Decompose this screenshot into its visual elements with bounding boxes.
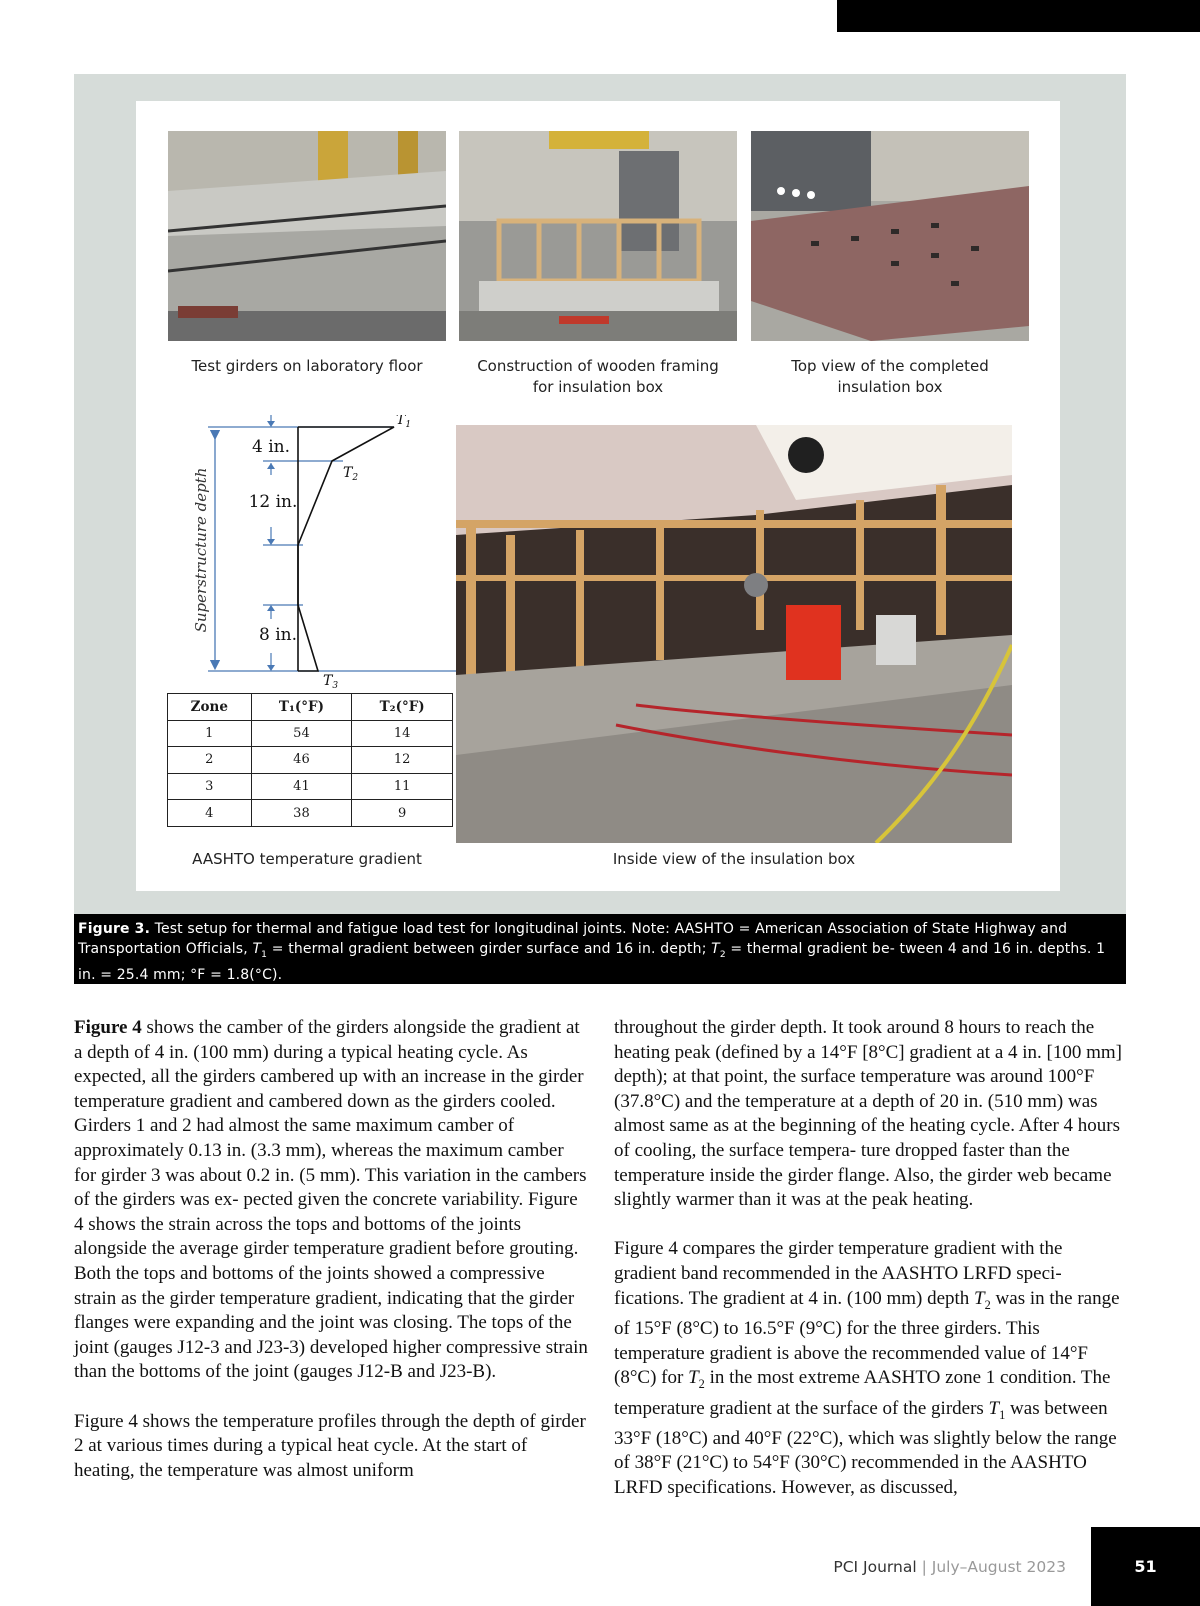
caption-completed-box-line1: Top view of the completed <box>791 357 989 375</box>
caption-inside-box: Inside view of the insulation box <box>612 850 856 868</box>
table-cell: 2 <box>168 747 252 774</box>
issue-date: July–August 2023 <box>931 1558 1066 1576</box>
caption-completed-box <box>751 356 1029 398</box>
symbol-t1: T <box>988 1397 1000 1419</box>
dim-4in: 4 in. <box>251 437 291 457</box>
table-header-cell: T₁(°F) <box>251 694 352 721</box>
label-t2: $T_2$ <box>343 465 359 483</box>
paragraph-text: was in the range of 15°F (8°C) to 16.5°F (9°C) for the three girders. This temperature gradient is above the recommended value of 14°F (8°C) for <box>614 1287 1120 1389</box>
axis-label: Superstructure depth <box>192 467 210 633</box>
caption-gradient: AASHTO temperature gradient <box>192 850 422 868</box>
header-bar <box>837 0 1200 32</box>
table-cell: 12 <box>352 747 453 774</box>
paragraph <box>74 1016 588 1385</box>
table-row <box>168 773 453 800</box>
symbol-t2: T <box>974 1287 985 1309</box>
table-row <box>168 747 453 774</box>
page-number-box <box>1091 1527 1200 1606</box>
figure-ref: Figure 4 <box>74 1017 142 1038</box>
table-cell: 11 <box>352 773 453 800</box>
gradient-diagram <box>168 415 458 690</box>
paragraph <box>614 1237 1128 1500</box>
gradient-table <box>167 693 453 827</box>
label-t3: $T_3$ <box>323 673 339 690</box>
caption-text: = thermal gradient be- tween 4 and 16 in. depths. 1 in. = 25.4 mm; °F = 1.8(°C). <box>78 941 1106 983</box>
dim-8in: 8 in. <box>258 625 298 645</box>
caption-test-girders: Test girders on laboratory floor <box>191 357 423 375</box>
table-cell: 46 <box>251 747 352 774</box>
caption-text: = thermal gradient between girder surface and 16 in. depth; <box>267 941 712 957</box>
table-cell: 9 <box>352 800 453 827</box>
symbol-sub: 1 <box>999 1407 1006 1422</box>
table-cell: 38 <box>251 800 352 827</box>
dim-12in: 12 in. <box>248 492 298 512</box>
table-cell: 14 <box>352 720 453 747</box>
figure-caption <box>74 914 1126 984</box>
paragraph: Figure 4 shows the temperature profiles through the depth of girder 2 at various times during a typical heat cycle. At the start of heating, the temperature was almost uniform <box>74 1410 586 1481</box>
photo-test-girders <box>168 131 446 341</box>
table-cell: 41 <box>251 773 352 800</box>
body-column-left <box>74 1016 588 1508</box>
photo-wooden-framing <box>459 131 737 341</box>
caption-t1: T <box>252 941 262 957</box>
paragraph: throughout the girder depth. It took around 8 hours to reach the heating peak (defined by a 14°F [8°C] gradient at a 4 in. [100 mm] depth); at that point, the surface temperature was around 100°F (37.8°C) and the temperature at a depth of 20 in. (510 mm) was almost same as at the beginning of the heating cycle. After 4 hours of cooling, the surface tempera- ture dropped faster than the temperature inside the girder flange. Also, the girder web became slightly warmer than it was at the peak heating. <box>614 1017 1122 1211</box>
caption-t1-sub: 1 <box>261 949 268 960</box>
caption-wooden-framing-line1: Construction of wooden framing <box>477 357 719 375</box>
symbol-sub: 2 <box>984 1297 991 1312</box>
table-cell: 3 <box>168 773 252 800</box>
paragraph-text: in the most extreme AASHTO zone 1 condition. The temperature gradient at the surface of the girders <box>614 1367 1111 1419</box>
journal-name: PCI Journal <box>833 1558 917 1576</box>
photo-inside-box <box>456 425 1012 843</box>
table-header-cell: Zone <box>168 694 252 721</box>
table-header-row <box>168 694 453 721</box>
figure-label: Figure 3. <box>78 921 151 937</box>
caption-t2: T <box>711 941 720 957</box>
footer-separator: | <box>916 1558 932 1576</box>
table-cell: 54 <box>251 720 352 747</box>
footer <box>790 1558 1066 1576</box>
page-number: 51 <box>1134 1557 1157 1576</box>
caption-t2-sub: 2 <box>719 949 726 960</box>
paragraph-text: was between 33°F (18°C) and 40°F (22°C), which was slightly below the range of 38°F (21°C) to 54°F (30°C) recommended in the AASHTO LRFD specifications. However, as discussed, <box>614 1397 1117 1499</box>
caption-text: Test setup for thermal and fatigue load test for longitudinal joints. Note: AASHTO = American Association of State Highway and Transportation Officials, <box>78 921 1068 957</box>
photo-completed-box <box>751 131 1029 341</box>
symbol-sub: 2 <box>698 1376 705 1391</box>
paragraph-text: shows the camber of the girders alongside the gradient at a depth of 4 in. (100 mm) during a typical heating cycle. As expected, all the girders cambered up with an increase in the girder temperature gradient and cambered down as the girders cooled. Girders 1 and 2 had almost the same maximum camber of approximately 0.13 in. (3.3 mm), whereas the maximum camber for girder 3 was about 0.2 in. (5 mm). This variation in the cambers of the girders was ex- pected given the concrete variability. Figure 4 shows the strain across the tops and bottoms of the joints alongside the average girder temperature gradient before grouting. Both the tops and bottoms of the joints showed a compressive strain as the girder temperature gradient, indicating that the girder flanges were expanding and the joint was closing. The tops of the joint (gauges J12-3 and J23-3) developed higher compressive strain than the bottoms of the joint (gauges J12-B and J23-B). <box>74 1017 588 1383</box>
table-header-cell: T₂(°F) <box>352 694 453 721</box>
caption-completed-box-line2: insulation box <box>837 378 943 396</box>
paragraph-text: Figure 4 compares the girder temperature gradient with the gradient band recommended in the AASHTO LRFD speci- fications. The gradient at 4 in. (100 mm) depth <box>614 1238 1063 1309</box>
body-column-right <box>614 1016 1128 1525</box>
caption-wooden-framing-line2: for insulation box <box>532 378 664 396</box>
table-row <box>168 720 453 747</box>
caption-wooden-framing <box>459 356 737 398</box>
symbol-t2: T <box>688 1367 699 1389</box>
table-cell: 1 <box>168 720 252 747</box>
table-cell: 4 <box>168 800 252 827</box>
table-row <box>168 800 453 827</box>
label-t1: $T_1$ <box>396 415 412 430</box>
